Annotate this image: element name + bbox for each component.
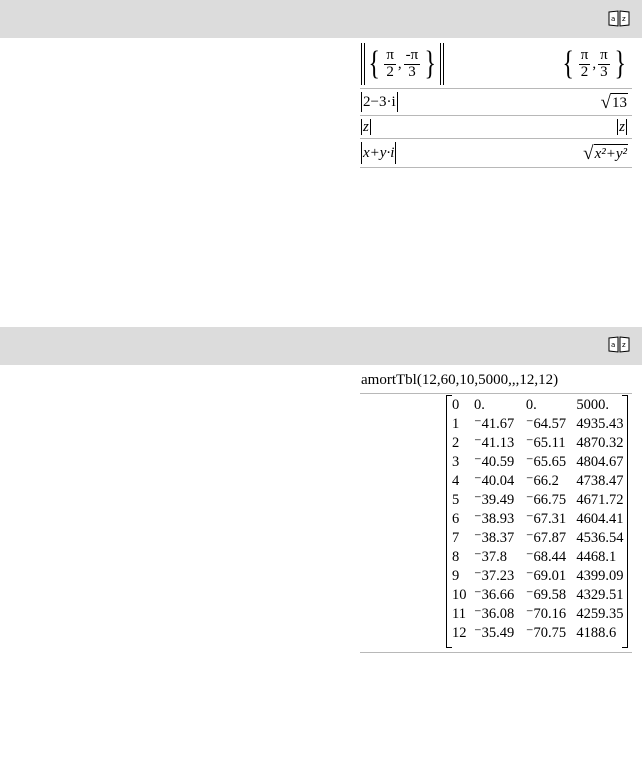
matrix-cell: 0. (525, 397, 537, 413)
matrix-cell: 10 (452, 587, 467, 603)
matrix-cell: 0 (452, 397, 460, 413)
matrix-cell: 1 (452, 416, 460, 432)
matrix-cell: 4 (452, 473, 460, 489)
matrix-cell: ⁻69.01 (525, 568, 567, 584)
matrix-cell: ⁻38.37 (474, 530, 515, 546)
matrix-cell: 4671.72 (576, 492, 624, 508)
matrix-row (452, 415, 632, 434)
svg-text:z: z (622, 341, 626, 349)
matrix-cell: ⁻36.66 (474, 587, 515, 603)
matrix-cell: 5000. (576, 397, 610, 413)
matrix-cell: 7 (452, 530, 460, 546)
sqrt-result: √ 13 (600, 91, 627, 113)
matrix-cell: ⁻37.23 (474, 568, 515, 584)
matrix-row (452, 548, 632, 567)
matrix-row (452, 491, 632, 510)
matrix-cell: 4399.09 (576, 568, 624, 584)
matrix-cell: ⁻67.87 (525, 530, 567, 546)
section-header-band (0, 0, 642, 38)
matrix-row (452, 510, 632, 529)
matrix-cell: 4870.32 (576, 435, 624, 451)
matrix-cell: ⁻69.58 (525, 587, 567, 603)
matrix-cell: ⁻70.16 (525, 606, 567, 622)
matrix-row (452, 396, 632, 415)
example-row-abs-complex (360, 89, 632, 116)
matrix-cell: 4804.67 (576, 454, 624, 470)
matrix-cell: 3 (452, 454, 460, 470)
svg-text:a: a (611, 341, 616, 349)
matrix-row (452, 472, 632, 491)
matrix-row (452, 586, 632, 605)
matrix-cell: 4604.41 (576, 511, 624, 527)
example-row-abs-xy (360, 139, 632, 168)
matrix-cell: 4935.43 (576, 416, 624, 432)
matrix-cell: ⁻41.67 (474, 416, 515, 432)
matrix-cell: 4259.35 (576, 606, 624, 622)
matrix-cell: ⁻36.08 (474, 606, 515, 622)
matrix-cell: ⁻64.57 (525, 416, 567, 432)
matrix-cell: ⁻70.75 (525, 625, 567, 641)
amorttbl-example (360, 372, 632, 653)
matrix-cell: ⁻68.44 (525, 549, 567, 565)
matrix-row (452, 624, 632, 643)
matrix-cell: ⁻41.13 (474, 435, 515, 451)
matrix-cell: 4738.47 (576, 473, 624, 489)
matrix-cell: ⁻67.31 (525, 511, 567, 527)
matrix-cell: ⁻65.11 (525, 435, 566, 451)
matrix-cell: 4188.6 (576, 625, 617, 641)
expression: z (363, 118, 369, 135)
matrix-row (452, 453, 632, 472)
matrix-row (452, 529, 632, 548)
example-row-abs-z (360, 116, 632, 139)
matrix-cell: 4468.1 (576, 549, 617, 565)
matrix-cell: 2 (452, 435, 460, 451)
matrix-cell: 9 (452, 568, 460, 584)
matrix-row (452, 567, 632, 586)
svg-text:z: z (622, 15, 626, 23)
example-row-abs-list: { $\frac{\pi}{2}$ , $\frac{-\pi}{3}$ } { $\frac{\pi}{2}$ , $\frac{\pi}{3}$ } (360, 40, 632, 89)
matrix-row (452, 605, 632, 624)
matrix-cell: ⁻37.8 (474, 549, 508, 565)
expression: x+y·i (363, 144, 395, 161)
matrix-cell: 4536.54 (576, 530, 624, 546)
matrix-cell: ⁻65.65 (525, 454, 567, 470)
matrix-cell: 8 (452, 549, 460, 565)
matrix-cell: ⁻35.49 (474, 625, 515, 641)
matrix-cell: ⁻39.49 (474, 492, 515, 508)
matrix-cell: 4329.51 (576, 587, 624, 603)
book-icon[interactable] (608, 9, 630, 27)
amortization-matrix (452, 396, 632, 643)
frac-den: 3 (600, 63, 608, 80)
frac-num: π (600, 46, 608, 63)
matrix-cell: 5 (452, 492, 460, 508)
matrix-cell: ⁻66.75 (525, 492, 567, 508)
matrix-cell: 0. (474, 397, 485, 413)
matrix-cell: ⁻40.59 (474, 454, 515, 470)
section-header-band (0, 327, 642, 365)
matrix-cell: 11 (452, 606, 466, 622)
matrix-row (452, 434, 632, 453)
matrix-cell: ⁻40.04 (474, 473, 515, 489)
command-line: amortTbl(12,60,10,5000,,,12,12) (361, 372, 559, 388)
matrix-cell: ⁻66.2 (525, 473, 559, 489)
matrix-cell: ⁻38.93 (474, 511, 515, 527)
result: z (619, 118, 625, 135)
frac-den: 2 (580, 63, 589, 80)
frac-num: -π (405, 46, 419, 63)
matrix-cell: 6 (452, 511, 460, 527)
matrix-cell: 12 (452, 625, 467, 641)
frac-den: 2 (386, 63, 394, 80)
sqrt-result: √ x²+y² (583, 142, 627, 164)
frac-den: 3 (408, 63, 416, 80)
svg-text:a: a (611, 15, 616, 23)
frac-num: π (386, 46, 394, 63)
frac-num: π (580, 46, 589, 63)
abs-examples (360, 40, 632, 168)
expression: 2−3·i (363, 93, 396, 110)
book-icon[interactable] (608, 335, 630, 353)
